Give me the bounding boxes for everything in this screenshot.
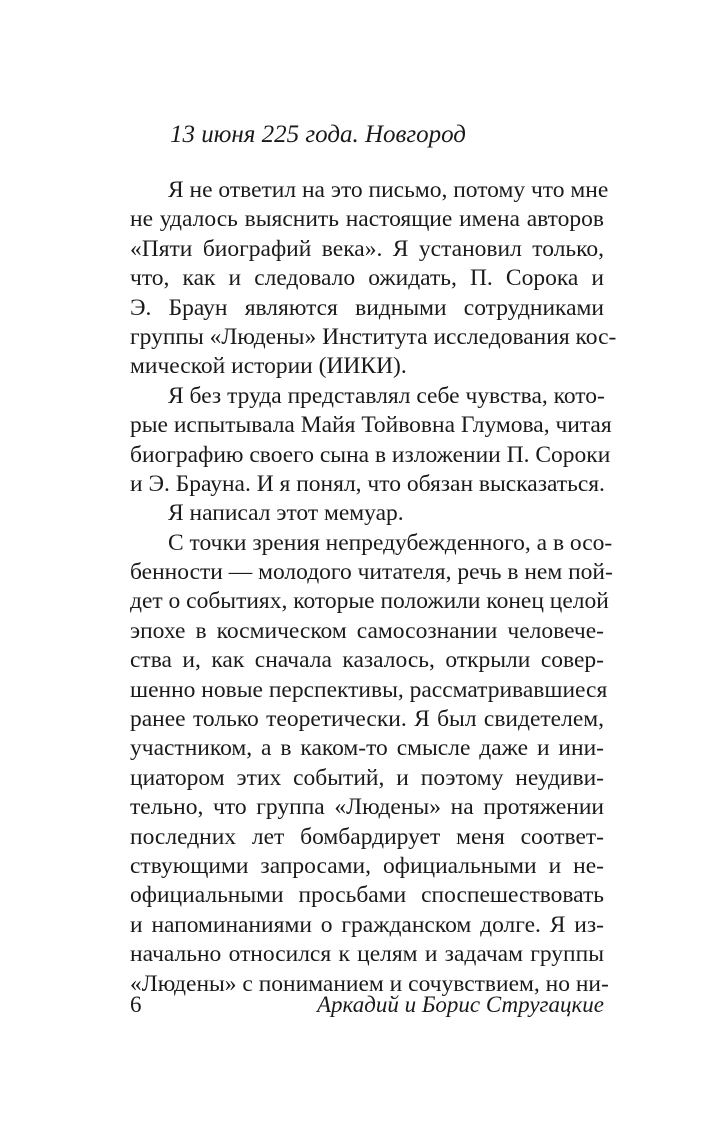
- text-line: группы «Людены» Института исследования кос-: [130, 323, 617, 350]
- text-line: биографию своего сына в изложении П. Сороки: [130, 441, 611, 468]
- text-line: «Пяти биографий века». Я установил только,: [130, 235, 604, 262]
- text-line: шенно новые перспективы, рассматривавшиеся: [130, 676, 608, 703]
- text-line: последних лет бомбардирует меня соответ-: [130, 823, 604, 850]
- text-line: ства и, как сначала казалось, открыли совер-: [130, 647, 604, 674]
- running-head: Аркадий и Борис Стругацкие: [316, 992, 604, 1017]
- text-line: ствующими запросами, официальными и не-: [130, 852, 604, 879]
- text-line: ранее только теоретически. Я был свидетелем,: [130, 706, 604, 733]
- text-line: участником, а в каком-то смысле даже и ини-: [130, 735, 604, 762]
- text-line: бенности — молодого читателя, речь в нем пой-: [130, 559, 613, 586]
- text-line: циатором этих событий, и поэтому неудиви-: [130, 764, 604, 791]
- text-line: Я не ответил на это письмо, потому что мне: [168, 177, 609, 203]
- text-line: Я без труда представлял себе чувства, кото-: [168, 382, 605, 409]
- page-number: 6: [130, 992, 142, 1017]
- text-line: дет о событиях, которые положили конец целой: [130, 588, 609, 615]
- text-line: и напоминаниями о гражданском долге. Я из-: [130, 911, 604, 938]
- text-line: тельно, что группа «Людены» на протяжении: [130, 794, 604, 821]
- body-text: [130, 176, 617, 999]
- text-line: эпохе в космическом самосознании человече-: [130, 617, 604, 644]
- text-line: официальными просьбами споспешествовать: [130, 882, 604, 909]
- text-line: и Э. Брауна. И я понял, что обязан высказаться.: [130, 470, 605, 497]
- text-line: не удалось выяснить настоящие имена авторов: [130, 206, 604, 233]
- text-line: мической истории (ИИКИ).: [130, 353, 407, 380]
- page-footer: [130, 990, 604, 1020]
- text-line: «Людены» с пониманием и сочувствием, но ни-: [130, 970, 609, 997]
- text-line: что, как и следовало ожидать, П. Сорока и: [130, 265, 604, 292]
- text-line: С точки зрения непредубежденного, а в осо-: [168, 529, 613, 556]
- text-line: начально относился к целям и задачам группы: [130, 941, 604, 968]
- dateline: 13 июня 225 года. Новгород: [170, 121, 466, 148]
- text-line: Я написал этот мемуар.: [168, 500, 404, 527]
- text-line: рые испытывала Майя Тойвовна Глумова, читая: [130, 412, 612, 439]
- text-line: Э. Браун являются видными сотрудниками: [130, 294, 604, 321]
